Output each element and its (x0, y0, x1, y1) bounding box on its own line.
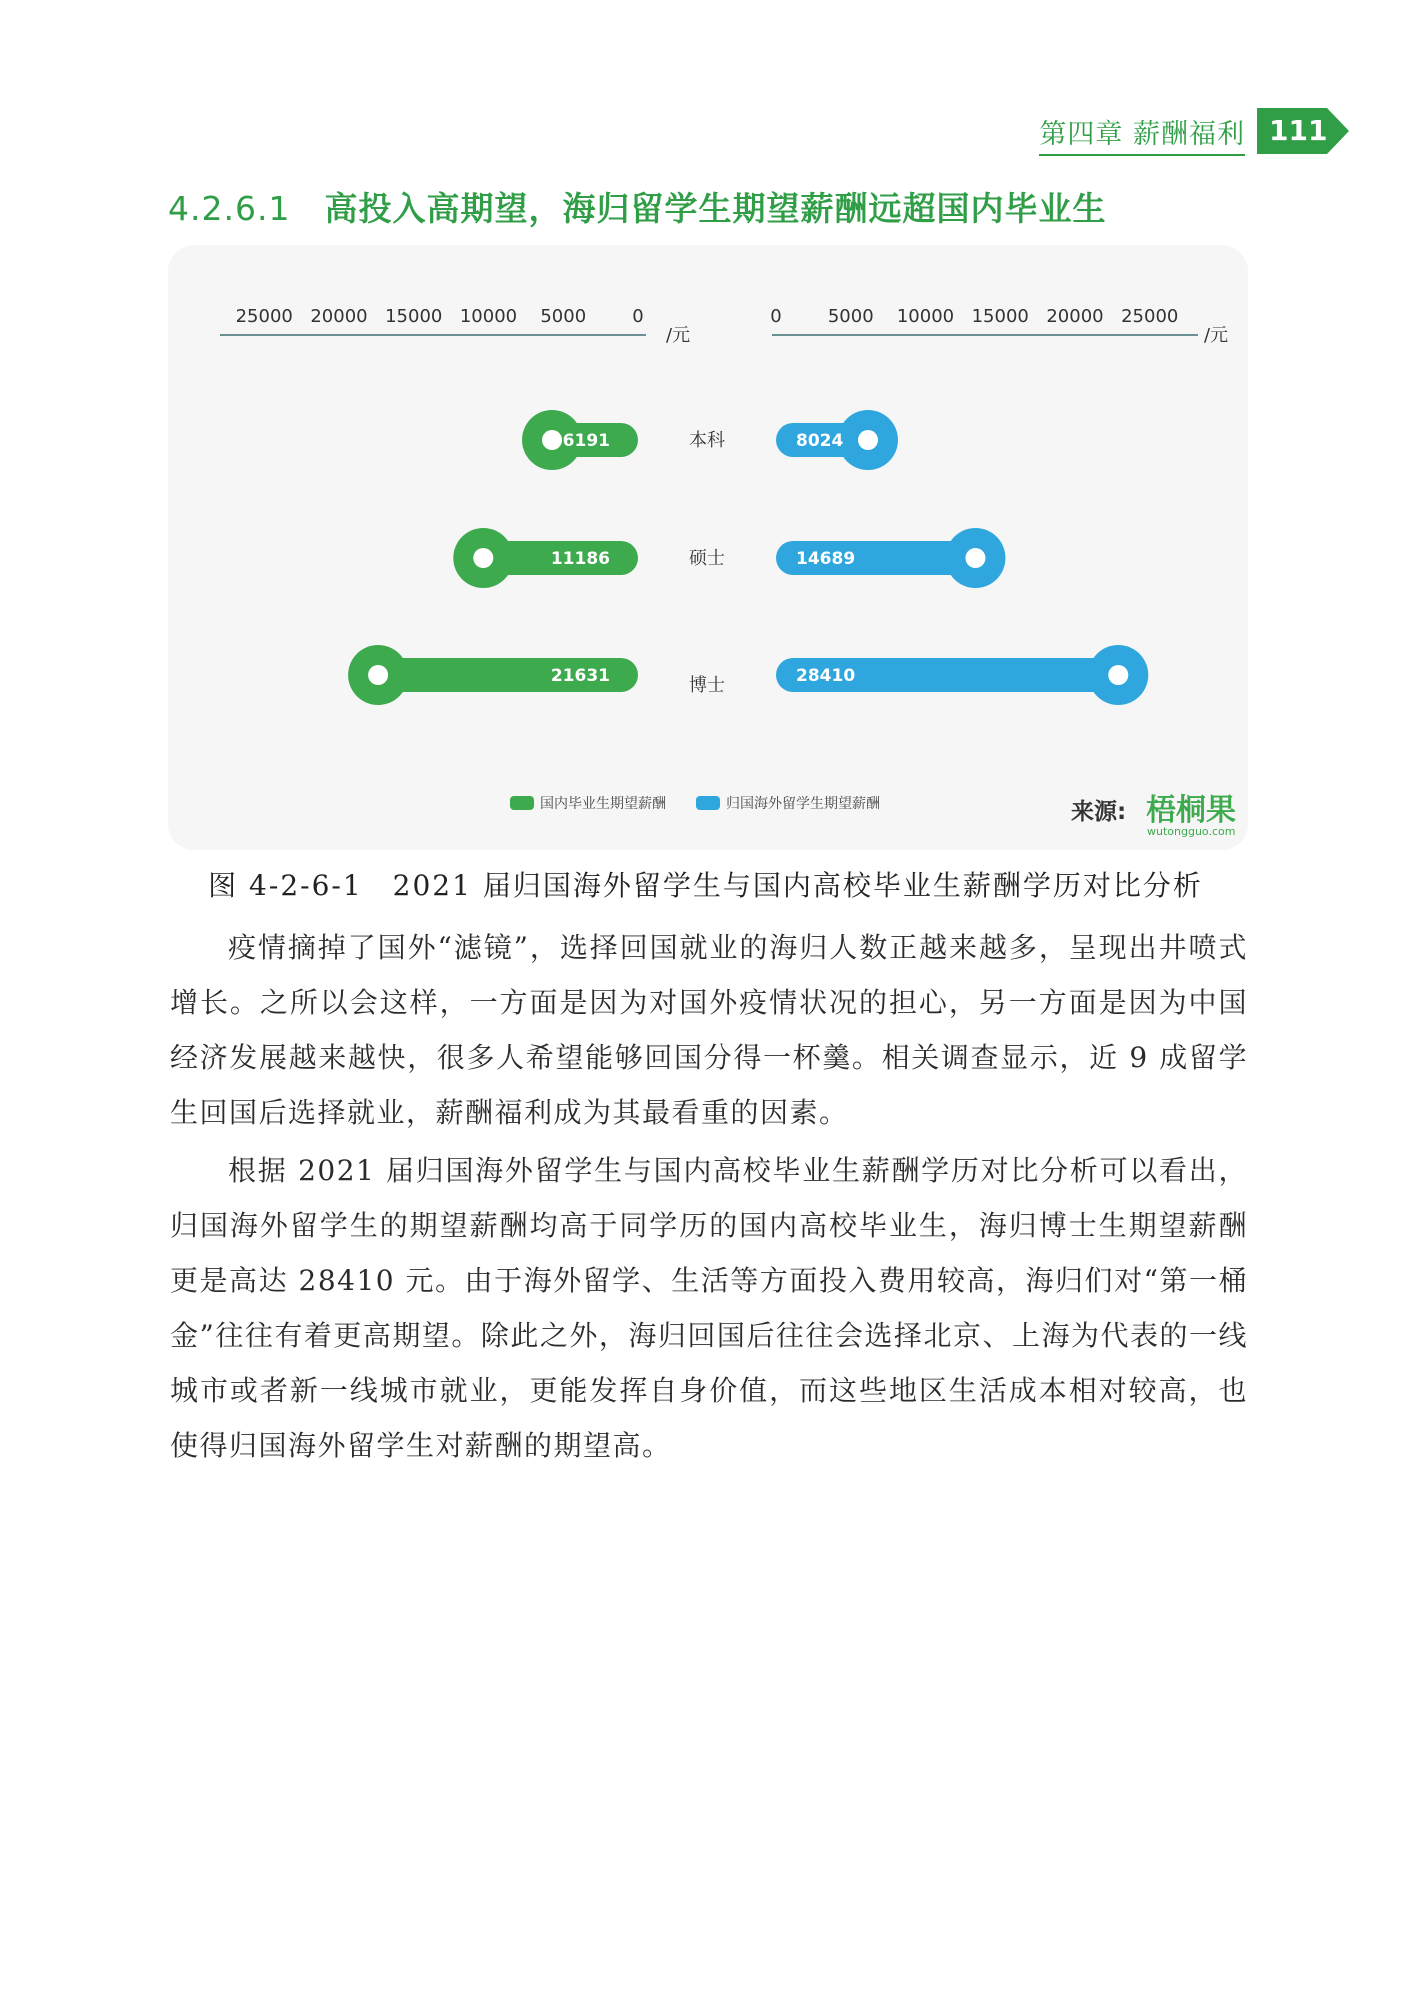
legend-label-overseas: 归国海外留学生期望薪酬 (726, 796, 880, 812)
bar-overseas-cap-dot (858, 430, 878, 450)
bar-domestic-cap-dot (542, 430, 562, 450)
left-tick-label: 0 (632, 306, 644, 327)
legend-swatch-domestic (510, 796, 534, 810)
left-axis-unit: /元 (666, 325, 691, 346)
bar-domestic-label: 21631 (550, 666, 610, 686)
page-number: 111 (1269, 114, 1328, 147)
right-tick-label: 15000 (971, 306, 1029, 327)
bar-overseas-cap-dot (965, 548, 985, 568)
left-axis-ticks (236, 306, 644, 327)
category-label: 硕士 (689, 548, 725, 569)
right-tick-label: 10000 (896, 306, 955, 327)
chapter-header: 第四章 薪酬福利 (1039, 112, 1245, 156)
bar-domestic-cap-dot (368, 665, 388, 685)
category-label: 本科 (689, 430, 725, 451)
figure-caption: 图 4-2-6-1 2021 届归国海外留学生与国内高校毕业生薪酬学历对比分析 (208, 869, 1203, 902)
right-tick-label: 0 (770, 306, 782, 327)
bars-group (348, 410, 1148, 705)
source-logo: 梧桐果 (1146, 793, 1236, 828)
page-number-badge (1257, 108, 1349, 154)
bar-domestic-label: 11186 (550, 549, 610, 569)
legend-swatch-overseas (696, 796, 720, 810)
right-axis-ticks (770, 306, 1178, 327)
left-tick-label: 25000 (235, 306, 293, 327)
source-logo-url: wutongguo.com (1147, 825, 1236, 838)
bar-domestic-label: 6191 (562, 431, 610, 451)
body-paragraph-2: 根据 2021 届归国海外留学生与国内高校毕业生薪酬学历对比分析可以看出，归国海外留学生的期望薪酬均高于同学历的国内高校毕业生，海归博士生期望薪酬更是高达 28410 元。由于海外留学、生活等方面投入费用较高，海归们对“第一桶金”往往有着更高期望。除此之外，海归回国后往往会选择北京、上海为代表的一线城市或者新一线城市就业，更能发挥自身价值，而这些地区生活成本相对较高，也使得归国海外留学生对薪酬的期望高。 (170, 1154, 1248, 1462)
category-labels (689, 430, 725, 696)
left-tick-label: 5000 (540, 306, 587, 327)
bar-overseas-label: 14689 (796, 549, 856, 569)
section-title: 高投入高期望，海归留学生期望薪酬远超国内毕业生 (324, 189, 1107, 228)
bar-overseas-cap-dot (1108, 665, 1128, 685)
source-label: 来源: (1071, 799, 1127, 825)
right-tick-label: 5000 (827, 306, 874, 327)
category-label: 博士 (689, 675, 725, 696)
bar-overseas-label: 28410 (796, 666, 856, 686)
section-heading (168, 183, 1106, 230)
section-number: 4.2.6.1 (168, 189, 291, 228)
body-paragraph-1: 疫情摘掉了国外“滤镜”，选择回国就业的海归人数正越来越多，呈现出井喷式增长。之所以会这样，一方面是因为对国外疫情状况的担心，另一方面是因为中国经济发展越来越快，很多人希望能够回国分得一杯羹。相关调查显示，近 9 成留学生回国后选择就业，薪酬福利成为其最看重的因素。 (170, 931, 1248, 1129)
left-tick-label: 15000 (385, 306, 443, 327)
legend-label-domestic: 国内毕业生期望薪酬 (540, 796, 666, 812)
bar-overseas-label: 8024 (796, 431, 844, 451)
left-tick-label: 10000 (459, 306, 518, 327)
right-axis-unit: /元 (1204, 325, 1229, 346)
right-tick-label: 20000 (1046, 306, 1104, 327)
butterfly-bar-chart (168, 245, 1248, 850)
bar-domestic-cap-dot (473, 548, 493, 568)
left-tick-label: 20000 (310, 306, 368, 327)
chart-card (168, 245, 1248, 850)
right-tick-label: 25000 (1121, 306, 1179, 327)
